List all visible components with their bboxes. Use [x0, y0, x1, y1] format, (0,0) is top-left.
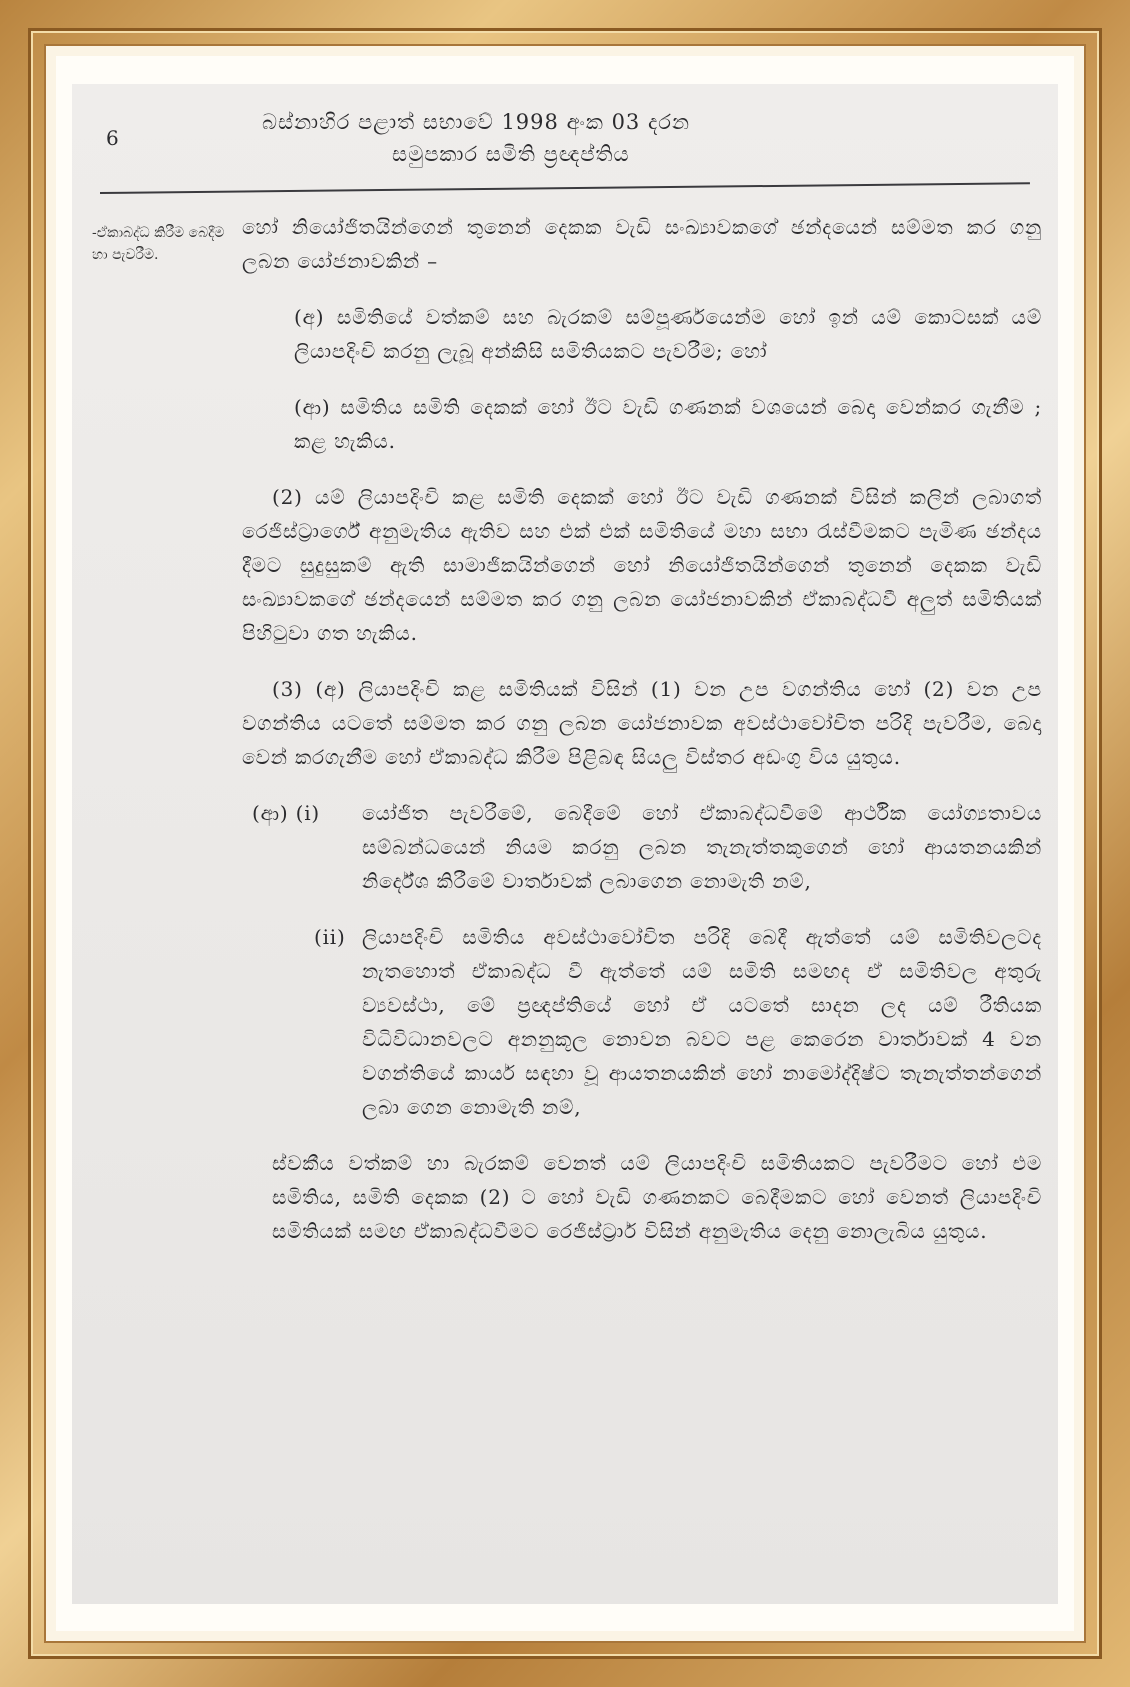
paragraph-a: (අ) සමිතියේ වත්කම් සහ බැරකම් සම්පූර්ණයෙන්ම හෝ ඉන් යම් කොටසක් යම් ලියාපදිංචි කරනු ලැබූ අන්කිසි සමිතියකට පැවරීම; හෝ	[294, 305, 1042, 363]
paragraph-3aa-i	[242, 796, 1042, 898]
paragraph-aa: (ආ) සමිතිය සමිති දෙකක් හෝ ඊට වැඩි ගණනක් වශයෙන් බෙදා වෙන්කර ගැනීම ; කළ හැකිය.	[294, 395, 1042, 453]
page-number: 6	[106, 126, 119, 150]
paragraph-2: (2) යම් ලියාපදිංචි කළ සමිති දෙකක් හෝ ඊට වැඩි ගණනක් විසින් කලින් ලබාගත් රෙජිස්ට්‍රාර්ගේ අනුමැතිය ඇතිව සහ එක් එක් සමිතියේ මහා සභා රැස්වීමකට පැමිණ ඡන්දය දීමට සුදුසුකම් ඇති සාමාජිකයින්ගෙන් හෝ නියෝජිතයින්ගෙන් තුනෙන් දෙකක වැඩි සංඛ්‍යාවකගේ ඡන්දයෙන් සම්මත කර ගනු ලබන යෝජනාවකින් ඒකාබද්ධවී අලුත් සමිතියක් පිහිටුවා ගත හැකිය.	[242, 485, 1042, 645]
body-text	[242, 210, 1042, 1270]
paragraph-3aa-ii-number: (ii)	[314, 925, 346, 949]
header-rule	[100, 182, 1030, 194]
intro-paragraph: හෝ නියෝජිතයින්ගෙන් තුනෙන් දෙකක වැඩි සංඛ්‍යාවකගේ ඡන්දයෙන් සම්මත කර ගනු ලබන යෝජනාවකින් –	[242, 215, 1042, 273]
paragraph-3aa-i-text: යෝජිත පැවරීමේ, බෙදීමේ හෝ ඒකාබද්ධවීමේ ආර්ථික යෝග්‍යතාවය සම්බන්ධයෙන් නියම කරනු ලබන තැනැත්තකුගෙන් හෝ ආයතනයකින් නිර්දේශ කිරීමේ වාර්තාවක් ලබාගෙන නොමැති නම්,	[362, 801, 1042, 893]
document-page	[72, 84, 1058, 1604]
header-title-line1: බස්නාහිර පළාත් සභාවේ 1998 අංක 03 දරන	[262, 110, 691, 134]
margin-note: -ඒකාබද්ධ කිරීම බෙදීම හා පැවරීම.	[92, 225, 225, 263]
header-title-line2: සමුපකාර සමිති ප්‍රඥප්තිය	[392, 142, 630, 166]
paragraph-3aa-ii	[242, 920, 1042, 1124]
paragraph-3a: (3) (අ) ලියාපදිංචි කළ සමිතියක් විසින් (1) වන උප වගන්තිය හෝ (2) වන උප වගන්තිය යටතේ සම්මත කර ගනු ලබන යෝජනාවක අවස්ථාවෝචිත පරිදි පැවරීම, බෙදා වෙන් කරගැනීම හෝ ඒකාබද්ධ කිරීම පිළිබඳ සියලු විස්තර අඩංගු විය යුතුය.	[242, 677, 1042, 769]
paragraph-3aa-ii-text: ලියාපදිංචි සමිතිය අවස්ථාවෝචිත පරිදි බෙදී ඇත්තේ යම් සමිතිවලටද නැතහොත් ඒකාබද්ධ වී ඇත්තේ යම් සමිති සමඟද ඒ සමිතිවල අතුරු ව්‍යවස්ථා, මේ ප්‍රඥප්තියේ හෝ ඒ යටතේ සාදන ලද යම් රීතියක විධිවිධානවලට අනනුකූල නොවන බවට පළ කෙරෙන වාර්තාවක් 4 වන වගන්තියේ කාර්ය සඳහා වූ ආයතනයකින් හෝ නාමෝද්දිෂ්ට තැනැත්තන්ගෙන් ලබා ගෙන නොමැති නම්,	[362, 925, 1042, 1119]
closing-paragraph: ස්වකීය වත්කම් හා බැරකම් වෙනත් යම් ලියාපදිංචි සමිතියකට පැවරීමට හෝ එම සමිතිය, සමිති දෙකක (2) ට හෝ වැඩි ගණනකට බෙදීමකට හෝ වෙනත් ලියාපදිංචි සමිතියක් සමඟ ඒකාබද්ධවීමට රෙජිස්ට්‍රාර් විසින් අනුමැතිය දෙනු නොලැබිය යුතුය.	[272, 1151, 1042, 1243]
paragraph-3aa-i-number: (ආ) (i)	[252, 801, 321, 825]
